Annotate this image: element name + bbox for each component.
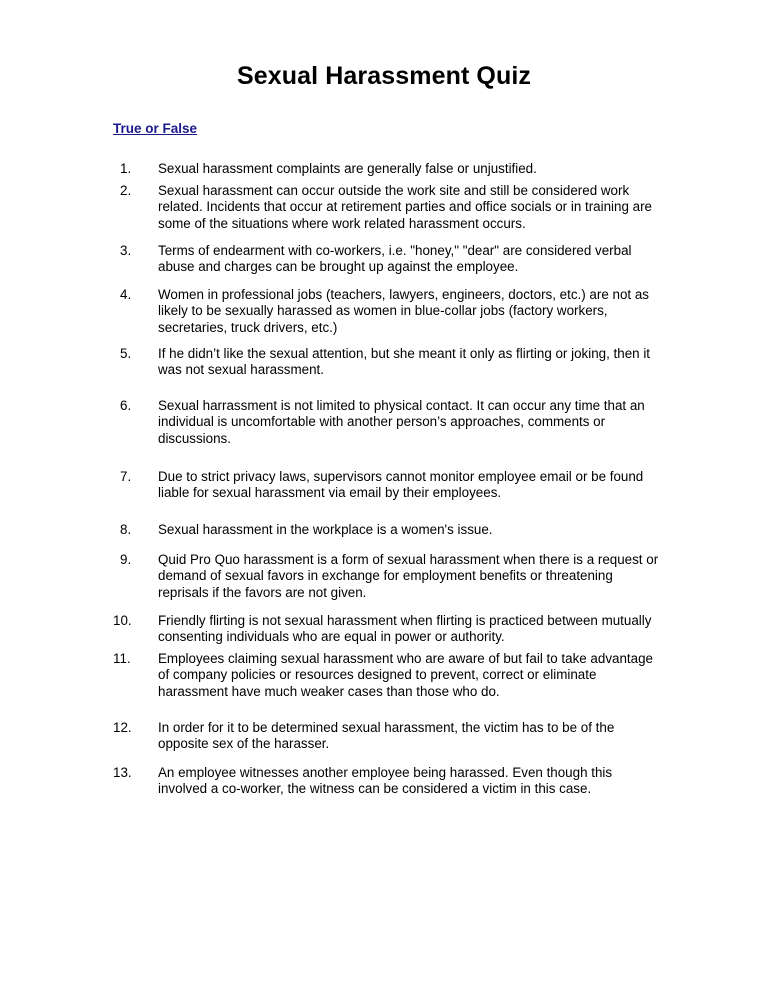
question-text: Quid Pro Quo harassment is a form of sexual harassment when there is a request or demand of sexual favors in exchange for employment benefits or threatening reprisals if the favors are not given. [158, 552, 659, 600]
question-number: 10. [113, 613, 132, 628]
question-text: Due to strict privacy laws, supervisors cannot monitor employee email or be found liable for sexual harassment via email by their employees. [158, 469, 644, 501]
question-text: In order for it to be determined sexual harassment, the victim has to be of the opposite sex of the harasser. [158, 720, 615, 752]
question-text: Women in professional jobs (teachers, lawyers, engineers, doctors, etc.) are not as likely to be sexually harassed as women in blue-collar jobs (factory workers, secretaries, truck drivers, etc.) [158, 287, 649, 335]
question-text: If he didn’t like the sexual attention, but she meant it only as flirting or joking, then it was not sexual harassment. [158, 346, 651, 378]
question-text: Sexual harrassment is not limited to physical contact. It can occur any time that an individual is uncomfortable with another person’s approaches, comments or discussions. [158, 398, 645, 446]
page-title: Sexual Harassment Quiz [237, 62, 531, 90]
true-or-false-link[interactable]: True or False [113, 121, 198, 136]
question-number: 11. [113, 651, 131, 666]
question-number: 5. [120, 346, 132, 361]
question-text: Friendly flirting is not sexual harassment when flirting is practiced between mutually consenting individuals who are equal in power or authority. [158, 613, 652, 645]
question-text: An employee witnesses another employee being harassed. Even though this involved a co-worker, the witness can be considered a victim in this case. [158, 765, 613, 797]
question-number: 4. [120, 287, 132, 302]
question-number: 1. [120, 161, 132, 176]
question-number: 8. [120, 522, 132, 537]
question-number: 3. [120, 243, 132, 258]
question-text: Sexual harassment in the workplace is a women's issue. [158, 522, 493, 537]
question-number: 6. [120, 398, 132, 413]
question-text: Employees claiming sexual harassment who are aware of but fail to take advantage of company policies or resources designed to prevent, correct or eliminate harassment have much weaker cases than those who do. [158, 651, 653, 699]
question-text: Sexual harassment can occur outside the work site and still be considered work related. Incidents that occur at retirement parties and office socials or in training are some of the situations where work related harassment occurs. [158, 183, 652, 231]
question-text: Sexual harassment complaints are generally false or unjustified. [158, 161, 537, 176]
question-number: 9. [120, 552, 132, 567]
question-text: Terms of endearment with co-workers, i.e. "honey," "dear" are considered verbal abuse and charges can be brought up against the employee. [158, 243, 632, 275]
question-number: 7. [120, 469, 132, 484]
question-number: 2. [120, 183, 132, 198]
question-number: 13. [113, 765, 132, 780]
question-number: 12. [113, 720, 132, 735]
